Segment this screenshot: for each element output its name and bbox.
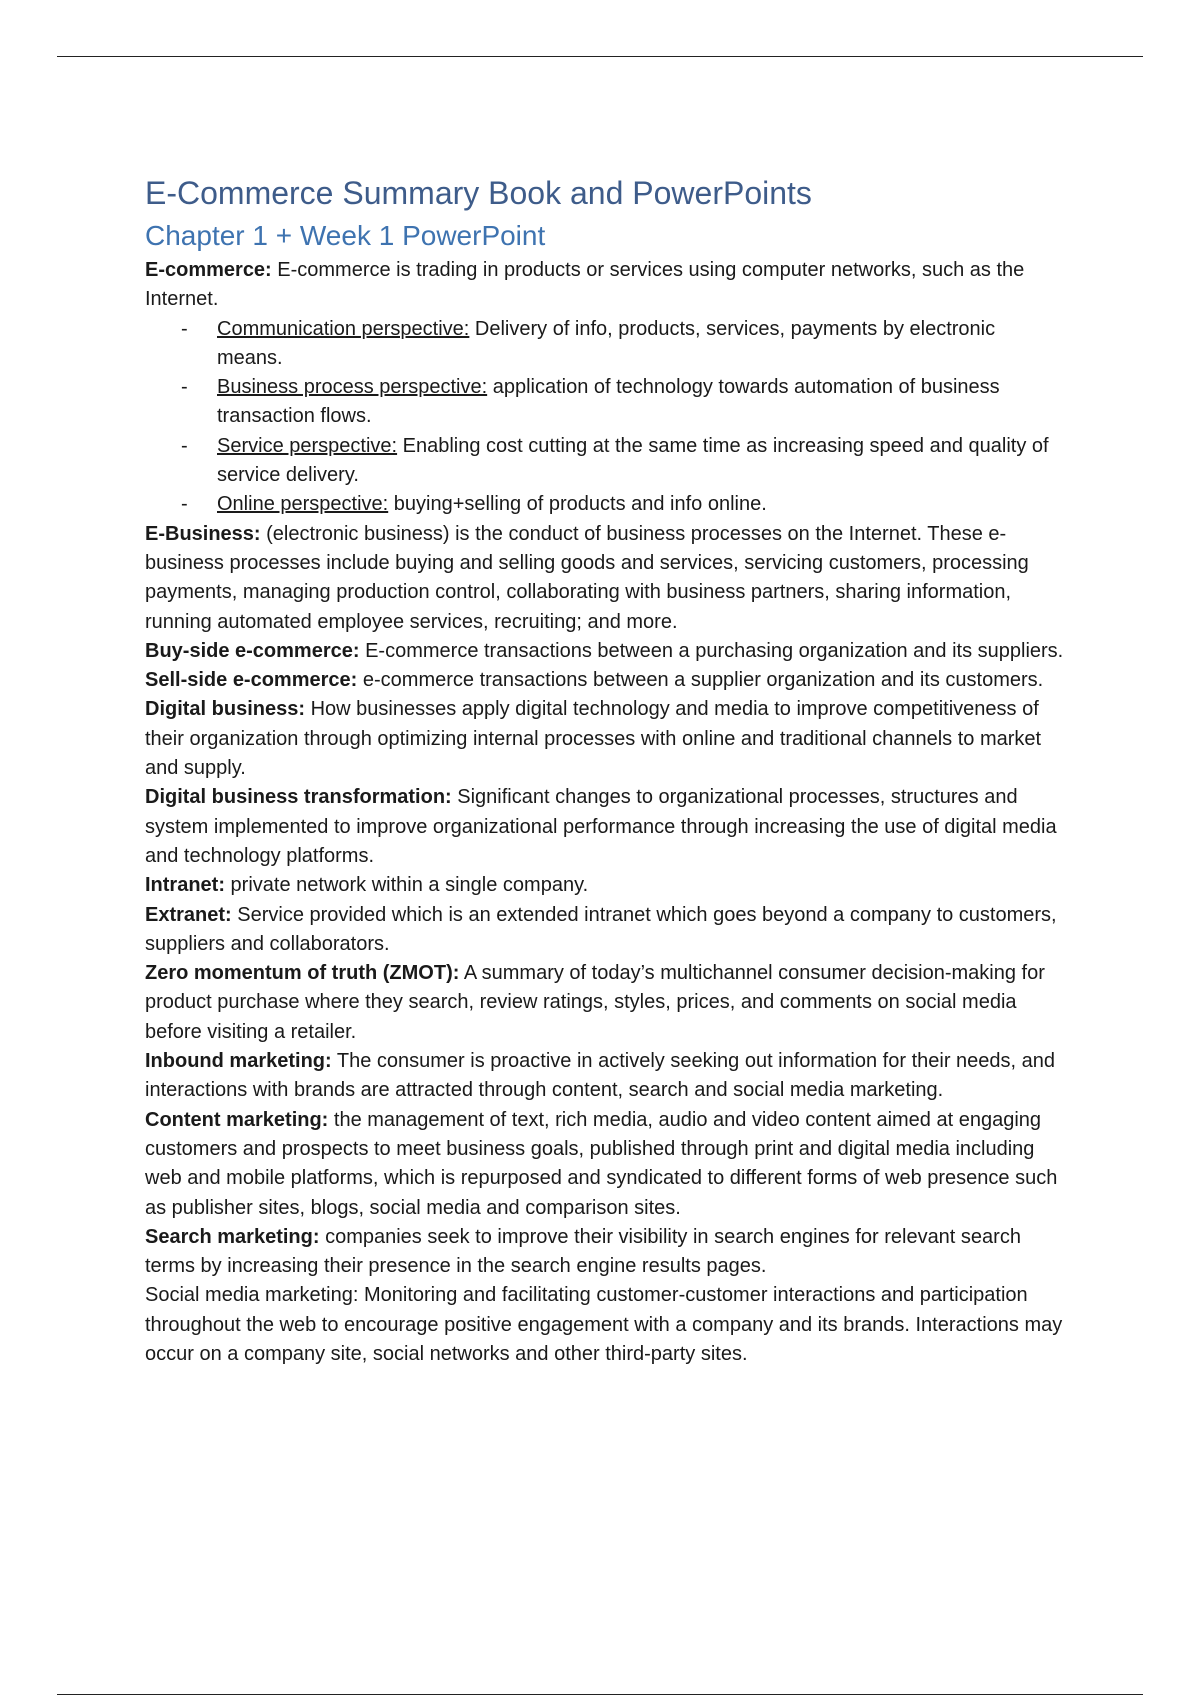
- definition-search-marketing: [145, 1223, 1065, 1282]
- definition-text: (electronic business) is the conduct of business processes on the Internet. These e-business processes include buying and selling goods and services, servicing customers, processing payments, managing production control, collaborating with business partners, sharing information, running automated employee services, recruiting; and more.: [145, 522, 1029, 633]
- perspective-term: Business process perspective:: [217, 376, 488, 399]
- bullet-dash: -: [181, 317, 188, 340]
- definition-term: Sell-side e-commerce:: [145, 669, 358, 692]
- definition-text: e-commerce transactions between a supplier organization and its customers.: [357, 669, 1044, 692]
- document-page: [145, 170, 1065, 1369]
- bullet-dash: -: [181, 434, 188, 457]
- perspectives-list: [145, 315, 1065, 520]
- bullet-dash: -: [181, 376, 188, 399]
- perspective-term: Communication perspective:: [217, 317, 470, 340]
- perspective-text: buying+selling of products and info online.: [388, 493, 767, 516]
- bullet-dash: -: [181, 493, 188, 516]
- definition-sell-side: [145, 666, 1065, 695]
- definition-term: Intranet:: [145, 874, 225, 897]
- definition-term: Digital business transformation:: [145, 786, 452, 809]
- definition-text: The consumer is proactive in actively seeking out information for their needs, and interactions with brands are attracted through content, search and social media marketing.: [145, 1050, 1056, 1102]
- definition-text: E-commerce is trading in products or services using computer networks, such as the Internet.: [145, 259, 1025, 311]
- perspective-text: Enabling cost cutting at the same time as increasing speed and quality of service delivery.: [217, 434, 1049, 487]
- definition-ecommerce: [145, 256, 1065, 315]
- document-body: [145, 256, 1065, 1369]
- perspective-term: Online perspective:: [217, 493, 389, 516]
- definition-term: Extranet:: [145, 903, 232, 926]
- definition-text: private network within a single company.: [225, 874, 589, 897]
- definition-e-business: [145, 520, 1065, 637]
- definition-text: E-commerce transactions between a purchasing organization and its suppliers.: [359, 639, 1064, 662]
- definition-text: How businesses apply digital technology and media to improve competitiveness of their organization through optimizing internal processes with online and traditional channels to market and supply.: [145, 698, 1042, 780]
- perspective-text: Delivery of info, products, services, payments by electronic means.: [217, 317, 996, 369]
- list-item: [181, 373, 1065, 432]
- footer-rule: [57, 1694, 1143, 1695]
- definition-content-marketing: [145, 1106, 1065, 1223]
- definition-text: A summary of today’s multichannel consumer decision-making for product purchase where they search, review ratings, styles, prices, and comments on social media before visiting a retailer.: [145, 962, 1045, 1043]
- definition-text: companies seek to improve their visibility in search engines for relevant search terms by increasing their presence in the search engine results pages.: [145, 1225, 1021, 1278]
- definition-term: Search marketing:: [145, 1225, 320, 1248]
- definition-text: Significant changes to organizational processes, structures and system implemented to improve organizational performance through increasing the use of digital media and technology platforms.: [145, 786, 1057, 867]
- definition-digital-transformation: [145, 783, 1065, 871]
- definition-social-media-marketing: Social media marketing: Monitoring and facilitating customer-customer interactions and participation throughout the web to encourage positive engagement with a company and its brands. Interactions may occur on a company site, social networks and other third-party sites.: [145, 1284, 1063, 1365]
- list-item: [181, 432, 1065, 491]
- list-item: [181, 490, 1065, 519]
- document-title: E-Commerce Summary Book and PowerPoints: [145, 175, 812, 211]
- chapter-heading: Chapter 1 + Week 1 PowerPoint: [145, 220, 546, 251]
- definition-zmot: [145, 959, 1065, 1047]
- perspective-text: application of technology towards automation of business transaction flows.: [217, 376, 1000, 428]
- definition-term: Content marketing:: [145, 1108, 329, 1131]
- list-item: [181, 315, 1065, 374]
- perspective-term: Service perspective:: [217, 434, 398, 457]
- definition-term: Buy-side e-commerce:: [145, 639, 360, 662]
- definition-inbound-marketing: [145, 1047, 1065, 1106]
- definition-term: Zero momentum of truth (ZMOT):: [145, 962, 460, 985]
- definition-buy-side: [145, 637, 1065, 666]
- definition-extranet: [145, 901, 1065, 960]
- header-rule: [57, 56, 1143, 57]
- definition-digital-business: [145, 695, 1065, 783]
- definition-term: Inbound marketing:: [145, 1050, 332, 1073]
- definition-term: E-commerce:: [145, 259, 272, 281]
- definition-term: E-Business:: [145, 522, 261, 545]
- definition-intranet: [145, 871, 1065, 900]
- definition-term: Digital business:: [145, 698, 306, 721]
- definition-text: Service provided which is an extended intranet which goes beyond a company to customers, suppliers and collaborators.: [145, 903, 1057, 955]
- definition-text: the management of text, rich media, audio and video content aimed at engaging customers and prospects to meet business goals, published through print and digital media including web and mobile platforms, which is repurposed and syndicated to different forms of web presence such as publisher sites, blogs, social media and comparison sites.: [145, 1108, 1058, 1219]
